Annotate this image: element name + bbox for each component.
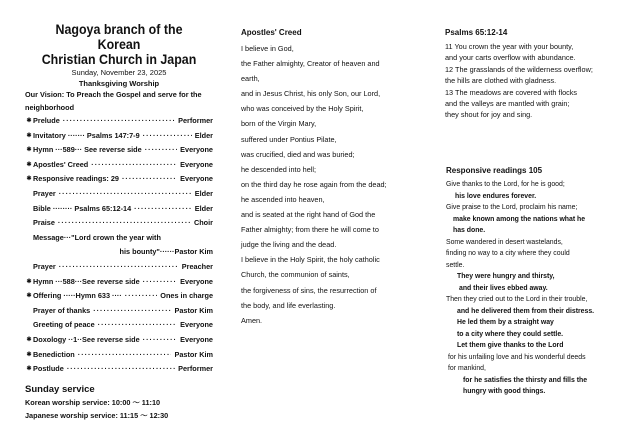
creed-line: he descended into hell; — [241, 164, 317, 174]
order-item-role: Everyone — [180, 334, 213, 344]
psalm-reading — [445, 27, 630, 121]
church-name-line2: Christian Church in Japan — [41, 52, 197, 67]
dot-leader — [59, 260, 179, 275]
order-item-label: Postlude — [33, 364, 64, 374]
service-date: Sunday, November 23, 2025 — [71, 68, 167, 77]
creed-line: on the third day he rose again from the dead; — [241, 179, 387, 189]
order-list — [25, 114, 213, 377]
order-item — [25, 348, 213, 363]
order-item-role: Performer — [178, 364, 213, 374]
leader-line: Give praise to the Lord, proclaim his name; — [446, 204, 578, 211]
required-star-icon — [25, 202, 33, 217]
congregation-line: They were hungry and thirsty, — [457, 273, 555, 280]
creed-heading: Apostles' Creed — [241, 28, 302, 37]
required-star-icon — [25, 231, 33, 246]
order-item-role: his bounty"······Pastor Kim — [119, 247, 213, 257]
dot-leader — [58, 216, 191, 231]
order-item-label: Prayer of thanks — [33, 305, 91, 315]
creed-line: the body, and life everlasting. — [241, 300, 336, 310]
psalm-line: the hills are clothed with gladness. — [445, 76, 557, 86]
creed-line: and is seated at the right hand of God the — [241, 210, 376, 220]
vision-statement: Our Vision: To Preach the Gospel and serve for the neighborhood — [25, 90, 202, 112]
dot-leader — [143, 275, 177, 290]
order-item — [25, 158, 213, 173]
order-item-role: Choir — [193, 218, 213, 228]
order-item — [25, 231, 213, 246]
congregation-line: make known among the nations what he — [453, 215, 586, 223]
service-theme: Thanksgiving Worship — [78, 79, 160, 88]
dot-leader — [134, 202, 192, 217]
order-item-label: Message···"Lord crown the year with — [33, 232, 161, 242]
congregation-line: hungry with good things. — [463, 388, 546, 395]
creed-line: judge the living and the dead. — [241, 240, 337, 250]
order-item-label: Hymn ···589··· See reverse side — [33, 145, 142, 155]
order-item-role: Everyone — [180, 320, 213, 330]
dot-leader — [78, 348, 172, 363]
responsive-heading: Responsive readings 105 — [446, 166, 543, 175]
creed-line: Father almighty; from there he will come to — [241, 225, 379, 235]
congregation-line: Let them give thanks to the Lord — [457, 342, 564, 349]
order-item-role: Elder — [194, 203, 213, 213]
order-item-label: Responsive readings: 29 — [33, 174, 119, 184]
order-item-role: Everyone — [180, 159, 213, 169]
dot-leader — [143, 333, 177, 348]
order-item — [25, 289, 213, 304]
required-star-icon: ✱ — [26, 351, 32, 358]
psalm-heading: Psalms 65:12-14 — [445, 28, 508, 37]
order-item-label: Hymn ···588···See reverse side — [33, 276, 140, 286]
apostles-creed — [241, 27, 436, 328]
order-item-role: Performer — [178, 116, 213, 125]
order-item-role: Elder — [194, 188, 213, 198]
order-item — [25, 333, 213, 348]
order-item — [25, 318, 213, 333]
creed-line: Amen. — [241, 315, 263, 325]
creed-line: Church, the communion of saints, — [241, 270, 350, 280]
required-star-icon: ✱ — [26, 118, 32, 124]
required-star-icon: ✱ — [26, 132, 32, 139]
congregation-line: and their lives ebbed away. — [459, 284, 548, 292]
creed-line: who was conceived by the Holy Spirit, — [241, 104, 364, 114]
order-item-role: Everyone — [180, 174, 213, 184]
order-item — [25, 172, 213, 187]
congregation-line: for he satisfies the thirsty and fills the — [463, 376, 588, 384]
responsive-reading — [446, 165, 631, 398]
dot-leader — [63, 114, 175, 129]
creed-line: suffered under Pontius Pilate, — [241, 134, 337, 144]
required-star-icon: ✱ — [26, 147, 32, 154]
required-star-icon: ✱ — [26, 278, 32, 285]
order-item — [25, 260, 213, 275]
dot-leader — [125, 289, 158, 304]
leader-line: for his unfailing love and his wonderful deeds — [448, 353, 586, 361]
sunday-service — [25, 383, 168, 422]
order-item — [25, 216, 213, 231]
creed-line: the Father almighty, Creator of heaven and — [241, 59, 380, 69]
dot-leader — [93, 304, 171, 319]
order-item-label: Apostles' Creed — [33, 159, 89, 169]
required-star-icon — [25, 260, 33, 275]
order-item-role: Pastor Kim — [174, 349, 213, 359]
psalm-line: 12 The grasslands of the wilderness overflow; — [445, 64, 593, 74]
required-star-icon: ✱ — [26, 366, 32, 373]
order-item-role: Elder — [194, 130, 213, 140]
dot-leader — [122, 172, 177, 187]
order-item — [25, 304, 213, 319]
order-item — [25, 202, 213, 217]
order-item-label: Bible ········ Psalms 65:12-14 — [33, 203, 132, 213]
order-item-label: Offering ·····Hymn 633 ···· — [33, 291, 122, 301]
congregation-line: his love endures forever. — [455, 192, 537, 200]
congregation-line: to a city where they could settle. — [457, 330, 564, 338]
order-item-role: Preacher — [181, 261, 213, 271]
leader-line: Some wandered in desert wastelands, — [446, 238, 563, 246]
creed-line: and in Jesus Christ, his only Son, our Lord, — [241, 89, 381, 99]
congregation-line: He led them by a straight way — [457, 319, 554, 326]
psalm-line: 11 You crown the year with your bounty, — [445, 42, 574, 51]
order-item — [25, 143, 213, 158]
psalm-line: and the valleys are mantled with grain; — [445, 99, 570, 109]
required-star-icon — [25, 304, 33, 319]
creed-line: earth, — [241, 74, 260, 84]
psalm-line: they shout for joy and sing. — [445, 110, 533, 120]
order-of-worship — [25, 22, 213, 377]
required-star-icon: ✱ — [26, 293, 32, 300]
leader-line: Give thanks to the Lord, for he is good; — [446, 181, 565, 188]
required-star-icon: ✱ — [26, 336, 32, 343]
leader-line: settle. — [446, 261, 465, 269]
psalm-line: 13 The meadows are covered with flocks — [445, 87, 578, 97]
required-star-icon — [25, 216, 33, 231]
creed-line: was crucified, died and was buried; — [241, 149, 355, 159]
leader-line: Then they cried out to the Lord in their trouble, — [446, 296, 588, 303]
dot-leader — [143, 129, 192, 144]
order-item-label: Invitatory ······· Psalms 147:7-9 — [33, 130, 140, 140]
creed-line: the forgiveness of sins, the resurrection of — [241, 285, 377, 295]
order-item-role: Pastor Kim — [174, 305, 213, 315]
required-star-icon — [25, 318, 33, 333]
leader-line: for mankind, — [448, 365, 486, 372]
dot-leader — [145, 143, 177, 158]
sunday-heading: Sunday service — [25, 384, 95, 395]
dot-leader — [67, 362, 175, 377]
dot-leader — [59, 187, 192, 202]
congregation-line: and he delivered them from their distress. — [457, 307, 595, 315]
church-name-line1: Nagoya branch of the Korean — [55, 22, 183, 52]
order-item-label: Benediction — [33, 349, 75, 359]
order-item-role: Everyone — [180, 276, 213, 286]
korean-service-time: Korean worship service: 10:00 〜 11:10 — [25, 398, 161, 407]
order-item — [25, 362, 213, 377]
creed-line: he ascended into heaven, — [241, 194, 325, 204]
psalm-line: and your carts overflow with abundance. — [445, 53, 576, 63]
order-item-role: Everyone — [180, 145, 213, 155]
japanese-service-time: Japanese worship service: 11:15 〜 12:30 — [25, 411, 169, 420]
order-item — [25, 129, 213, 144]
order-item — [25, 275, 213, 290]
required-star-icon: ✱ — [26, 176, 32, 183]
order-item — [25, 114, 213, 129]
order-item-role: Ones in charge — [160, 291, 213, 301]
leader-line: finding no way to a city where they could — [446, 250, 570, 257]
order-item — [25, 245, 213, 260]
order-item-label: Doxology ··1··See reverse side — [33, 334, 140, 344]
required-star-icon — [25, 187, 33, 202]
congregation-line: has done. — [453, 227, 486, 234]
creed-line: I believe in God, — [241, 44, 294, 53]
order-item-label: Prelude — [33, 116, 60, 125]
order-item-label: Greeting of peace — [33, 320, 95, 330]
order-item — [25, 187, 213, 202]
required-star-icon: ✱ — [26, 161, 32, 168]
creed-line: born of the Virgin Mary, — [241, 119, 317, 129]
required-star-icon — [112, 245, 120, 260]
dot-leader — [98, 318, 178, 333]
order-item-label: Prayer — [33, 261, 56, 271]
order-item-label: Praise — [33, 218, 55, 228]
creed-line: I believe in the Holy Spirit, the holy catholic — [241, 255, 380, 265]
dot-leader — [91, 158, 177, 173]
order-item-label: Prayer — [33, 188, 56, 198]
